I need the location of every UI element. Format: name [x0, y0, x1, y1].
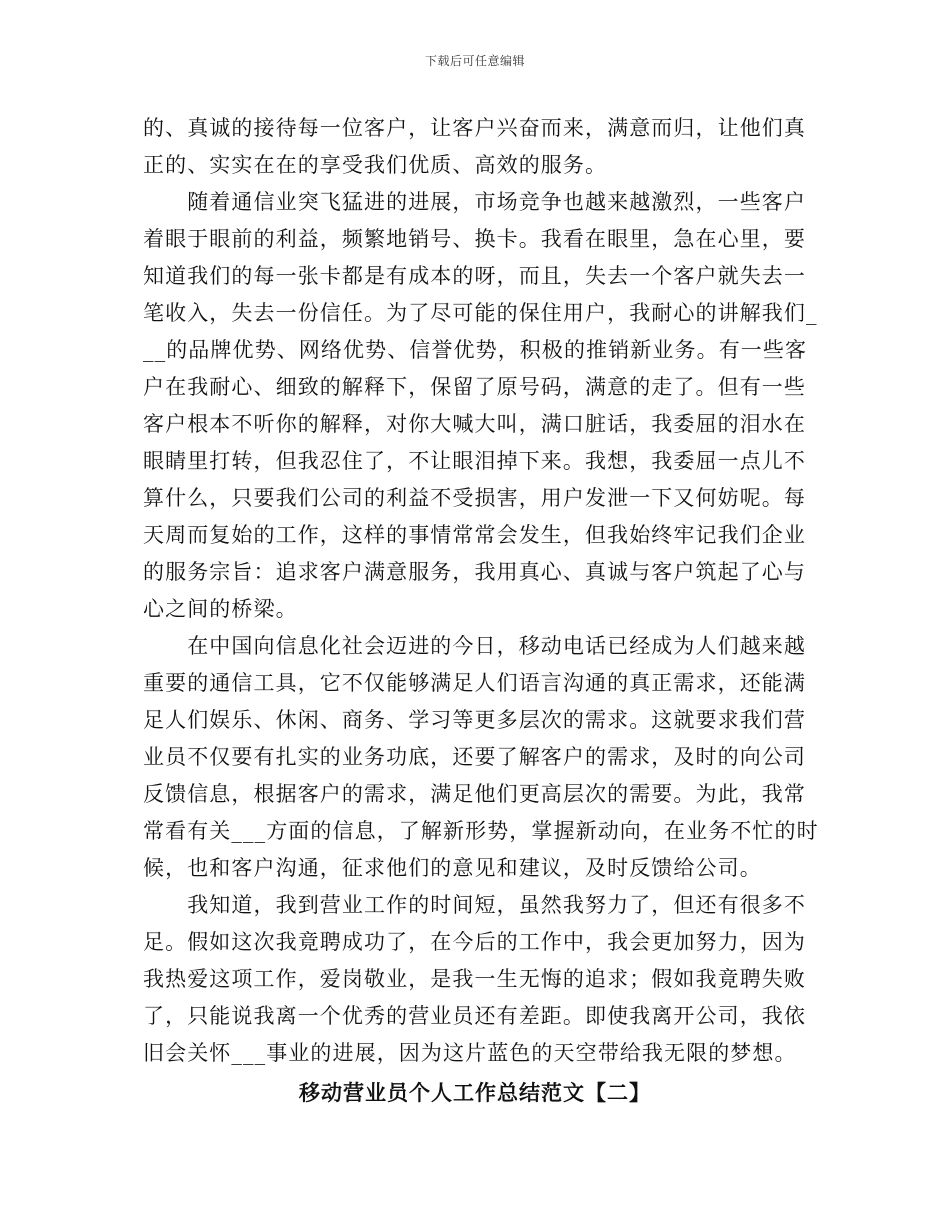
text-line: 心之间的桥梁。	[143, 597, 298, 621]
text-line: 正的、实实在在的享受我们优质、高效的服务。	[143, 153, 608, 177]
text-line: 足人们娱乐、休闲、商务、学习等更多层次的需求。这就要求我们营	[143, 708, 806, 732]
text-line: 常看有关___方面的信息，了解新形势，掌握新动向，在业务不忙的时	[143, 819, 819, 843]
text-line: 反馈信息，根据客户的需求，满足他们更高层次的需要。为此，我常	[143, 782, 806, 806]
text-line: 的、真诚的接待每一位客户，让客户兴奋而来，满意而归，让他们真	[143, 116, 806, 140]
text-line: 算什么，只要我们公司的利益不受损害，用户发泄一下又何妨呢。每	[143, 486, 806, 510]
paragraph-start-line: 在中国向信息化社会迈进的今日，移动电话已经成为人们越来越	[143, 634, 806, 658]
text-line: 候，也和客户沟通，征求他们的意见和建议，及时反馈给公司。	[143, 856, 762, 880]
text-line: 足。假如这次我竟聘成功了，在今后的工作中，我会更加努力，因为	[143, 930, 806, 954]
text-line: 笔收入，失去一份信任。为了尽可能的保住用户，我耐心的讲解我们_	[143, 301, 818, 325]
text-line: __的品牌优势、网络优势、信誉优势，积极的推销新业务。有一些客	[143, 338, 808, 362]
text-line: 眼睛里打转，但我忍住了，不让眼泪掉下来。我想，我委屈一点儿不	[143, 449, 806, 473]
text-line: 户在我耐心、细致的解释下，保留了原号码，满意的走了。但有一些	[143, 375, 806, 399]
section-heading: 移动营业员个人工作总结范文【二】	[299, 1080, 651, 1105]
text-line: 重要的通信工具，它不仅能够满足人们语言沟通的真正需求，还能满	[143, 671, 806, 695]
text-line: 业员不仅要有扎实的业务功底，还要了解客户的需求，及时的向公司	[143, 745, 806, 769]
paragraph-start-line: 我知道，我到营业工作的时间短，虽然我努力了，但还有很多不	[143, 893, 806, 917]
text-line: 知道我们的每一张卡都是有成本的呀，而且，失去一个客户就失去一	[143, 264, 806, 288]
text-line: 的服务宗旨：追求客户满意服务，我用真心、真诚与客户筑起了心与	[143, 560, 806, 584]
text-line: 天周而复始的工作，这样的事情常常会发生，但我始终牢记我们企业	[143, 523, 806, 547]
text-line: 我热爱这项工作，爱岗敬业，是我一生无悔的追求；假如我竟聘失败	[143, 967, 806, 991]
page-header-note: 下载后可任意编辑	[424, 54, 525, 68]
paragraph-start-line: 随着通信业突飞猛进的进展，市场竞争也越来越激烈，一些客户	[143, 190, 806, 214]
text-line: 客户根本不听你的解释，对你大喊大叫，满口脏话，我委屈的泪水在	[143, 412, 806, 436]
text-line: 旧会关怀___事业的进展，因为这片蓝色的天空带给我无限的梦想。	[143, 1041, 797, 1065]
text-line: 了，只能说我离一个优秀的营业员还有差距。即使我离开公司，我依	[143, 1004, 806, 1028]
text-line: 着眼于眼前的利益，频繁地销号、换卡。我看在眼里，急在心里，要	[143, 227, 806, 251]
